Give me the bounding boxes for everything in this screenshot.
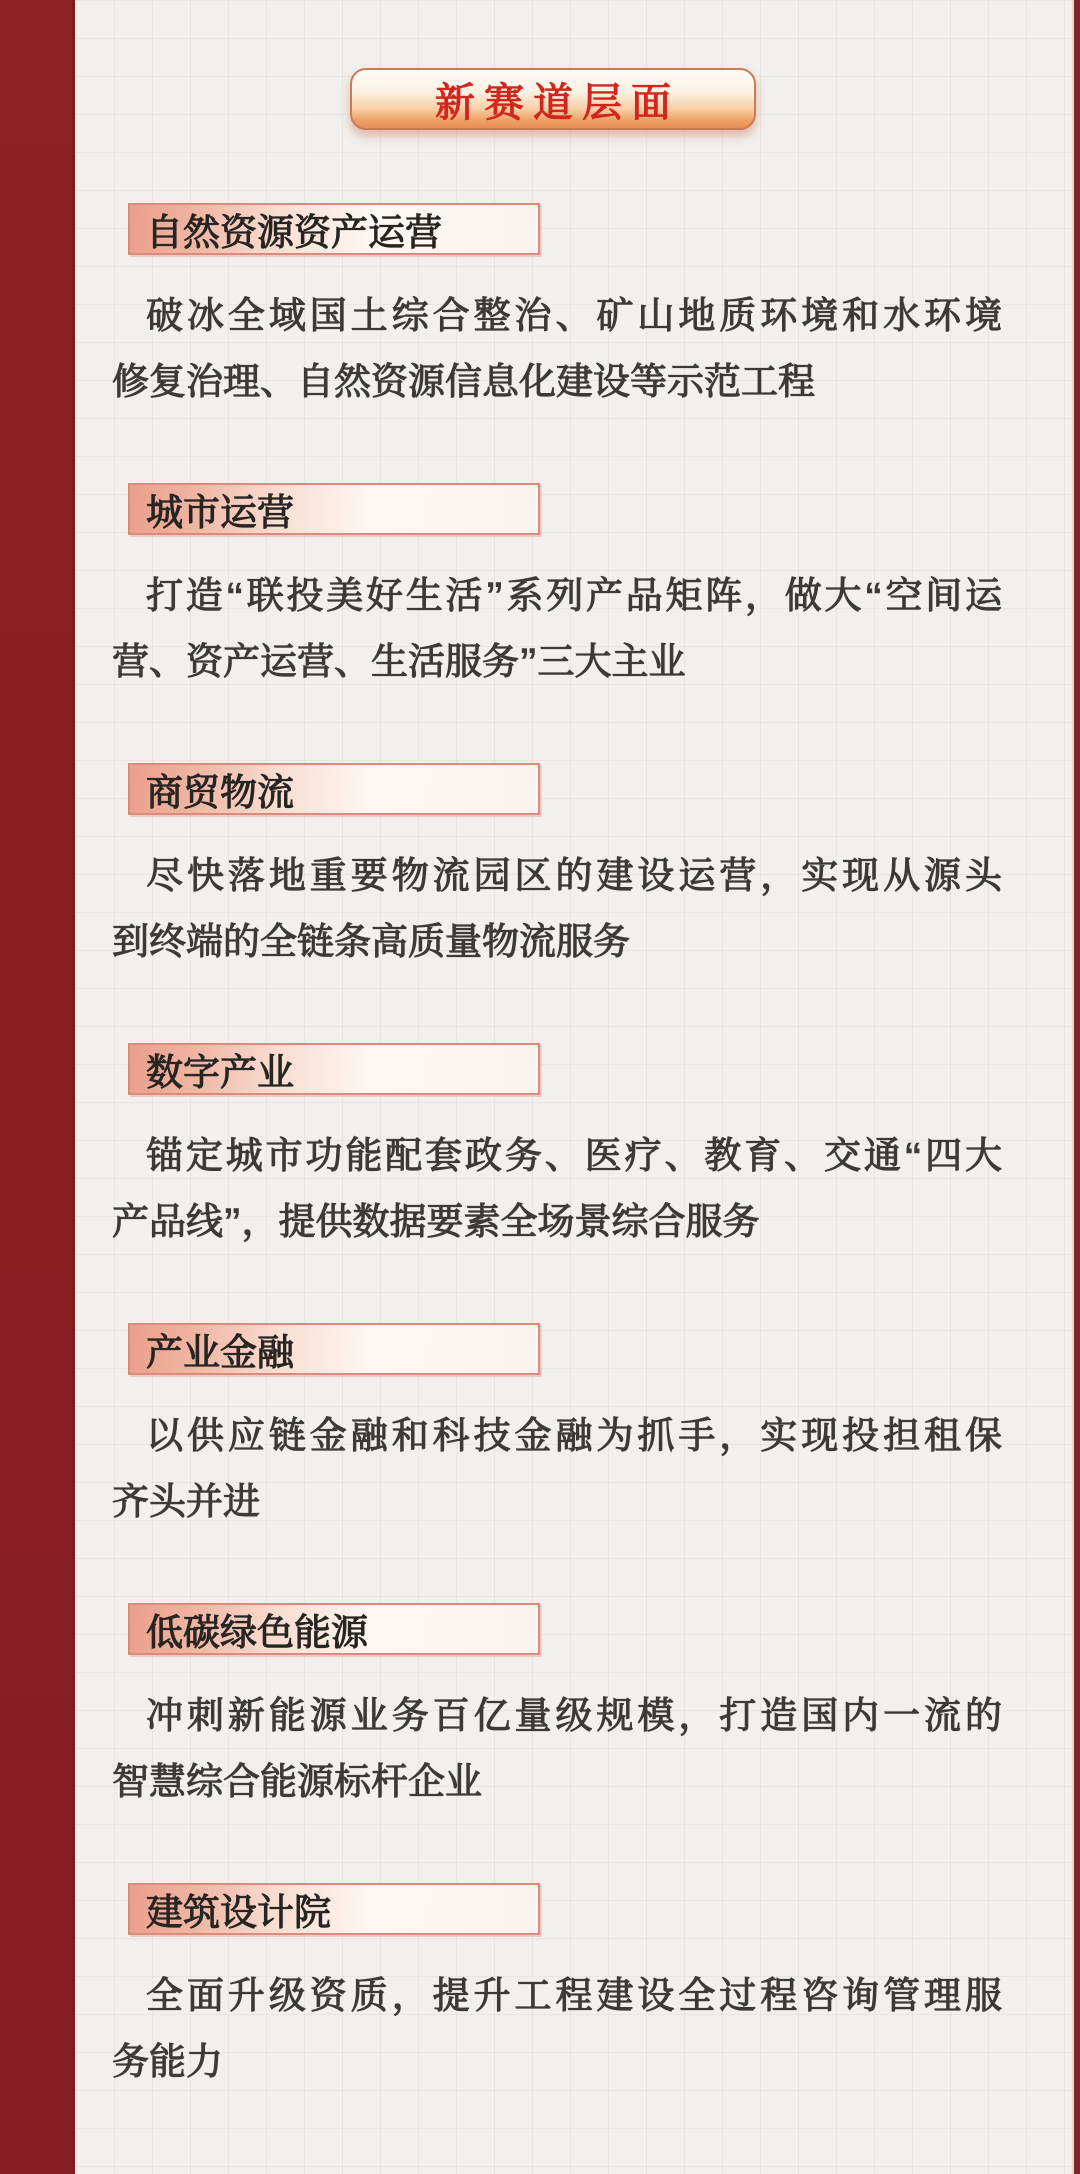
section-body xyxy=(112,1683,1002,1815)
section-green-energy xyxy=(80,1603,1072,1815)
section-body xyxy=(112,1963,1002,2095)
body-line: 尽快落地重要物流园区的建设运营，实现从源头 xyxy=(146,855,1002,896)
section-body xyxy=(112,283,1002,415)
section-heading-label: 数字产业 xyxy=(146,1052,294,1093)
section-architecture-institute xyxy=(80,1883,1072,2095)
section-body xyxy=(112,843,1002,975)
section-natural-resources xyxy=(80,203,1072,415)
left-red-sidebar xyxy=(0,0,75,2174)
title-badge xyxy=(350,68,756,130)
body-line: 冲刺新能源业务百亿量级规模，打造国内一流的 xyxy=(146,1695,1002,1736)
title-badge-label: 新赛道层面 xyxy=(435,80,680,125)
section-heading-box xyxy=(128,203,540,255)
body-line: 打造“联投美好生活”系列产品矩阵，做大“空间运 xyxy=(146,575,1002,616)
body-line: 产品线”，提供数据要素全场景综合服务 xyxy=(112,1201,760,1242)
section-trade-logistics xyxy=(80,763,1072,975)
body-line: 以供应链金融和科技金融为抓手，实现投担租保 xyxy=(146,1415,1002,1456)
right-red-edge xyxy=(1072,0,1080,2174)
body-line: 营、资产运营、生活服务”三大主业 xyxy=(112,641,686,682)
section-heading-label: 自然资源资产运营 xyxy=(146,212,442,253)
section-heading-box xyxy=(128,1043,540,1095)
section-industrial-finance xyxy=(80,1323,1072,1535)
section-heading-label: 产业金融 xyxy=(146,1332,294,1373)
content-column xyxy=(80,0,1072,2095)
section-heading-box xyxy=(128,1603,540,1655)
section-heading-box xyxy=(128,1883,540,1935)
section-digital-industry xyxy=(80,1043,1072,1255)
body-line: 修复治理、自然资源信息化建设等示范工程 xyxy=(112,361,815,402)
section-heading-label: 低碳绿色能源 xyxy=(146,1612,368,1653)
body-line: 破冰全域国土综合整治、矿山地质环境和水环境 xyxy=(146,295,1002,336)
section-body xyxy=(112,1123,1002,1255)
section-body xyxy=(112,1403,1002,1535)
body-line: 全面升级资质，提升工程建设全过程咨询管理服 xyxy=(146,1975,1002,2016)
body-line: 锚定城市功能配套政务、医疗、教育、交通“四大 xyxy=(146,1135,1002,1176)
body-line: 智慧综合能源标杆企业 xyxy=(112,1761,482,1802)
section-city-operations xyxy=(80,483,1072,695)
section-heading-label: 建筑设计院 xyxy=(146,1892,331,1933)
body-line: 齐头并进 xyxy=(112,1481,260,1522)
body-line: 到终端的全链条高质量物流服务 xyxy=(112,921,630,962)
section-heading-box xyxy=(128,483,540,535)
section-heading-box xyxy=(128,763,540,815)
section-body xyxy=(112,563,1002,695)
body-line: 务能力 xyxy=(112,2041,223,2082)
section-heading-label: 商贸物流 xyxy=(146,772,294,813)
section-heading-box xyxy=(128,1323,540,1375)
section-heading-label: 城市运营 xyxy=(146,492,294,533)
